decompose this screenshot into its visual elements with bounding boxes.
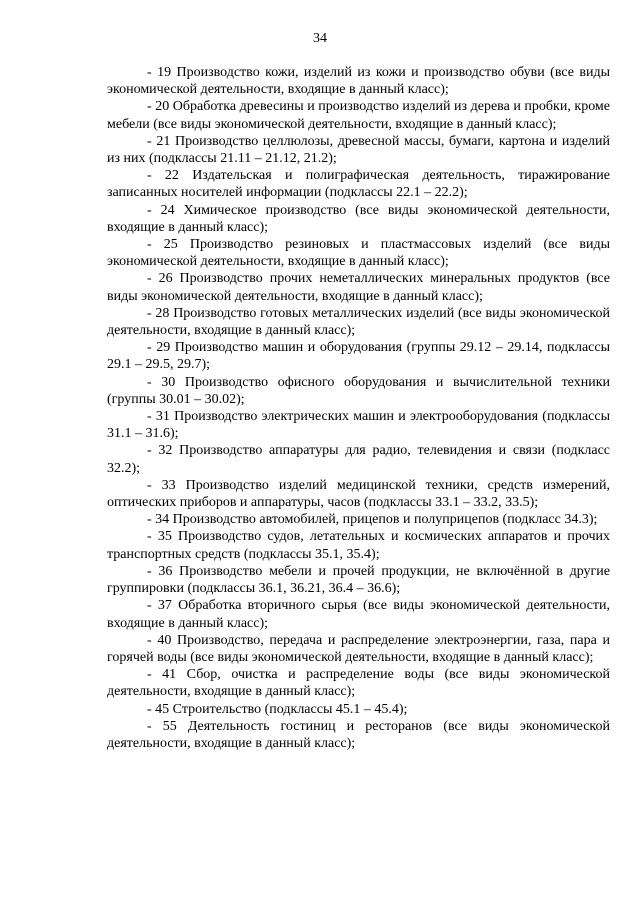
list-item: - 36 Производство мебели и прочей продукции, не включённой в другие группировки (подклассы 36.1, 36.21, 36.4 – 36.6); (107, 563, 610, 597)
list-item: - 37 Обработка вторичного сырья (все виды экономической деятельности, входящие в данный класс); (107, 598, 610, 631)
list-item: - 25 Производство резиновых и пластмассовых изделий (все виды экономической деятельности, входящие в данный класс); (107, 237, 610, 270)
list-item: - 24 Химическое производство (все виды экономической деятельности, входящие в данный класс); (107, 202, 610, 235)
page-number: 34 (313, 31, 327, 46)
list-item: - 45 Строительство (подклассы 45.1 – 45.4); (147, 701, 408, 717)
list-item: - 40 Производство, передача и распределение электроэнергии, газа, пара и горячей воды (все виды экономической деятельности, входящие в данный класс); (107, 632, 610, 665)
list-item: - 41 Сбор, очистка и распределение воды (все виды экономической деятельности, входящие в данный класс); (107, 667, 610, 700)
list-item: - 19 Производство кожи, изделий из кожи и производство обуви (все виды экономической деятельности, входящие в данный класс); (107, 65, 610, 98)
list-item: - 55 Деятельность гостиниц и ресторанов (все виды экономической деятельности, входящие в данный класс); (107, 718, 610, 751)
list-item: - 30 Производство офисного оборудования и вычислительной техники (группы 30.01 – 30.02); (107, 374, 610, 407)
list-item: - 35 Производство судов, летательных и космических аппаратов и прочих транспортных средств (подклассы 35.1, 35.4); (107, 529, 610, 562)
list-item: - 32 Производство аппаратуры для радио, телевидения и связи (подкласс 32.2); (107, 443, 610, 476)
list-item: - 21 Производство целлюлозы, древесной массы, бумаги, картона и изделий из них (подклассы 21.11 – 21.12, 21.2); (107, 133, 610, 167)
list-item: - 33 Производство изделий медицинской техники, средств измерений, оптических приборов и аппаратуры, часов (подклассы 33.1 – 33.2, 33.5); (107, 477, 610, 511)
list-item: - 31 Производство электрических машин и электрооборудования (подклассы 31.1 – 31.6); (107, 409, 610, 442)
list-item: - 34 Производство автомобилей, прицепов и полуприцепов (подкласс 34.3); (147, 512, 598, 528)
list-item: - 20 Обработка древесины и производство изделий из дерева и пробки, кроме мебели (все виды экономической деятельности, входящие в данный класс); (107, 99, 610, 132)
list-item: - 28 Производство готовых металлических изделий (все виды экономической деятельности, входящие в данный класс); (107, 305, 610, 339)
list-item: - 29 Производство машин и оборудования (группы 29.12 – 29.14, подклассы 29.1 – 29.5, 29.7); (107, 340, 610, 373)
list-item: - 22 Издательская и полиграфическая деятельность, тиражирование записанных носителей информации (подклассы 22.1 – 22.2); (107, 168, 610, 201)
list-item: - 26 Производство прочих неметаллических минеральных продуктов (все виды экономической деятельности, входящие в данный класс); (107, 271, 610, 304)
document-body (107, 64, 610, 752)
